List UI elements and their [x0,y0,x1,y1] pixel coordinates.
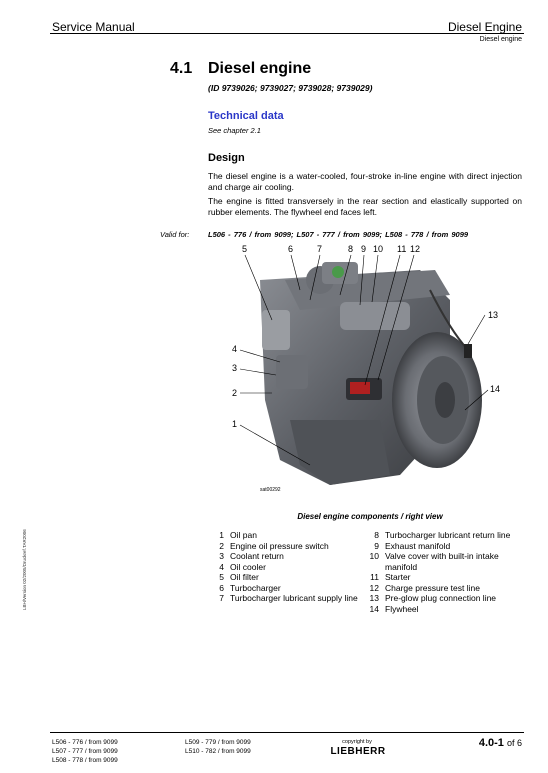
design-paragraph-2: The engine is fitted transversely in the rear section and elastically supported on rubber elements. The flywheel end faces left. [208,196,522,217]
legend-number: 9 [374,540,379,551]
callout-12: 12 [410,244,421,254]
legend-text: Coolant return [230,551,284,561]
legend-text: Flywheel [385,603,419,614]
legend-text: Turbocharger lubricant supply line [230,593,358,603]
legend-number: 1 [219,530,224,540]
page-number [479,737,522,749]
header-subchapter: Diesel engine [479,36,522,43]
legend-text: Valve cover with built-in intake manifold [385,551,499,572]
legend-number: 11 [370,572,379,582]
callout-13: 13 [488,310,499,320]
legend-text: Pre-glow plug connection line [385,593,497,603]
callout-8: 8 [348,244,354,254]
legend-text: Exhaust manifold [385,540,451,551]
engine-body [260,262,482,485]
valid-for-models: L506 - 776 / from 9099; L507 - 777 / from 9099; L508 - 778 / from 9099 [208,230,469,239]
legend-text: Turbocharger lubricant return line [385,530,511,540]
legend-number: 3 [219,551,224,561]
design-paragraph-1: The diesel engine is a water-cooled, four-stroke in-line engine with direct injection and charge air cooling. [208,171,522,192]
legend-item [365,541,525,552]
legend-item [210,562,370,573]
callout-9: 9 [361,244,367,254]
callout-11: 11 [397,244,407,254]
liebherr-logo: LIEBHERR [330,746,386,757]
legend-item [210,551,370,562]
legend-number: 4 [219,561,224,572]
legend-item [210,541,370,552]
header-title: Service Manual [52,20,135,34]
callout-1: 1 [232,419,238,429]
footer-model: L507 - 777 / from 9099 [52,748,118,755]
legend-number: 14 [369,603,379,614]
legend-item [210,583,370,594]
figure-code: sat00292 [260,487,281,493]
legend-text: Turbocharger [230,582,281,593]
section-title: Diesel engine [208,60,312,77]
callout-4: 4 [232,344,238,354]
legend-left [210,530,370,604]
side-version-text: LBH/Version 02/2005/Druckref.TAR2006 [22,529,27,610]
callout-5: 5 [242,244,248,254]
legend-item [210,572,370,583]
callout-3: 3 [232,363,238,373]
header-rule [50,33,524,34]
section-ids: (ID 9739026; 9739027; 9739028; 9739029) [208,83,373,93]
legend-text: Starter [385,572,411,582]
legend-item [365,583,525,594]
technical-data-reference: See chapter 2.1 [208,126,261,135]
legend-text: Oil pan [230,530,257,540]
engine-illustration [150,240,530,505]
legend-number: 10 [369,551,379,561]
legend-number: 6 [219,582,224,593]
legend-item [365,551,525,572]
valid-for-label: Valid for: [160,230,190,239]
legend-number: 13 [369,593,379,603]
footer-model: L508 - 778 / from 9099 [52,757,118,764]
footer-model: L510 - 782 / from 9099 [185,748,251,755]
footer-models-1 [52,738,118,765]
legend-item [365,604,525,615]
legend-number: 7 [219,593,224,603]
legend-item [365,572,525,583]
legend-item [210,593,370,604]
page-total: of 6 [506,738,522,748]
legend-text: Oil cooler [230,561,266,572]
technical-data-link[interactable]: Technical data [208,110,284,122]
figure-caption: Diesel engine components / right view [297,512,443,521]
footer-rule [50,732,524,733]
legend-item [365,530,525,541]
design-heading: Design [208,152,245,164]
callout-14: 14 [490,384,501,394]
legend-text: Engine oil pressure switch [230,540,329,551]
callout-10: 10 [373,244,384,254]
footer-model: L509 - 779 / from 9099 [185,739,251,746]
callout-7: 7 [317,244,323,254]
legend-item [210,530,370,541]
callout-2: 2 [232,388,238,398]
footer-model: L506 - 776 / from 9099 [52,739,118,746]
legend-number: 8 [374,530,379,540]
legend-text: Oil filter [230,572,259,582]
legend-item [365,593,525,604]
footer-models-2 [185,738,251,756]
legend-number: 5 [219,572,224,582]
section-number: 4.1 [170,60,193,77]
page-index: 4.0-1 [478,737,504,749]
header-chapter: Diesel Engine [447,20,522,34]
legend-right [365,530,525,614]
legend-text: Charge pressure test line [385,582,480,593]
footer-copyright: copyright by [342,739,372,745]
legend-number: 12 [369,582,379,593]
callout-6: 6 [288,244,294,254]
legend-number: 2 [219,540,224,551]
